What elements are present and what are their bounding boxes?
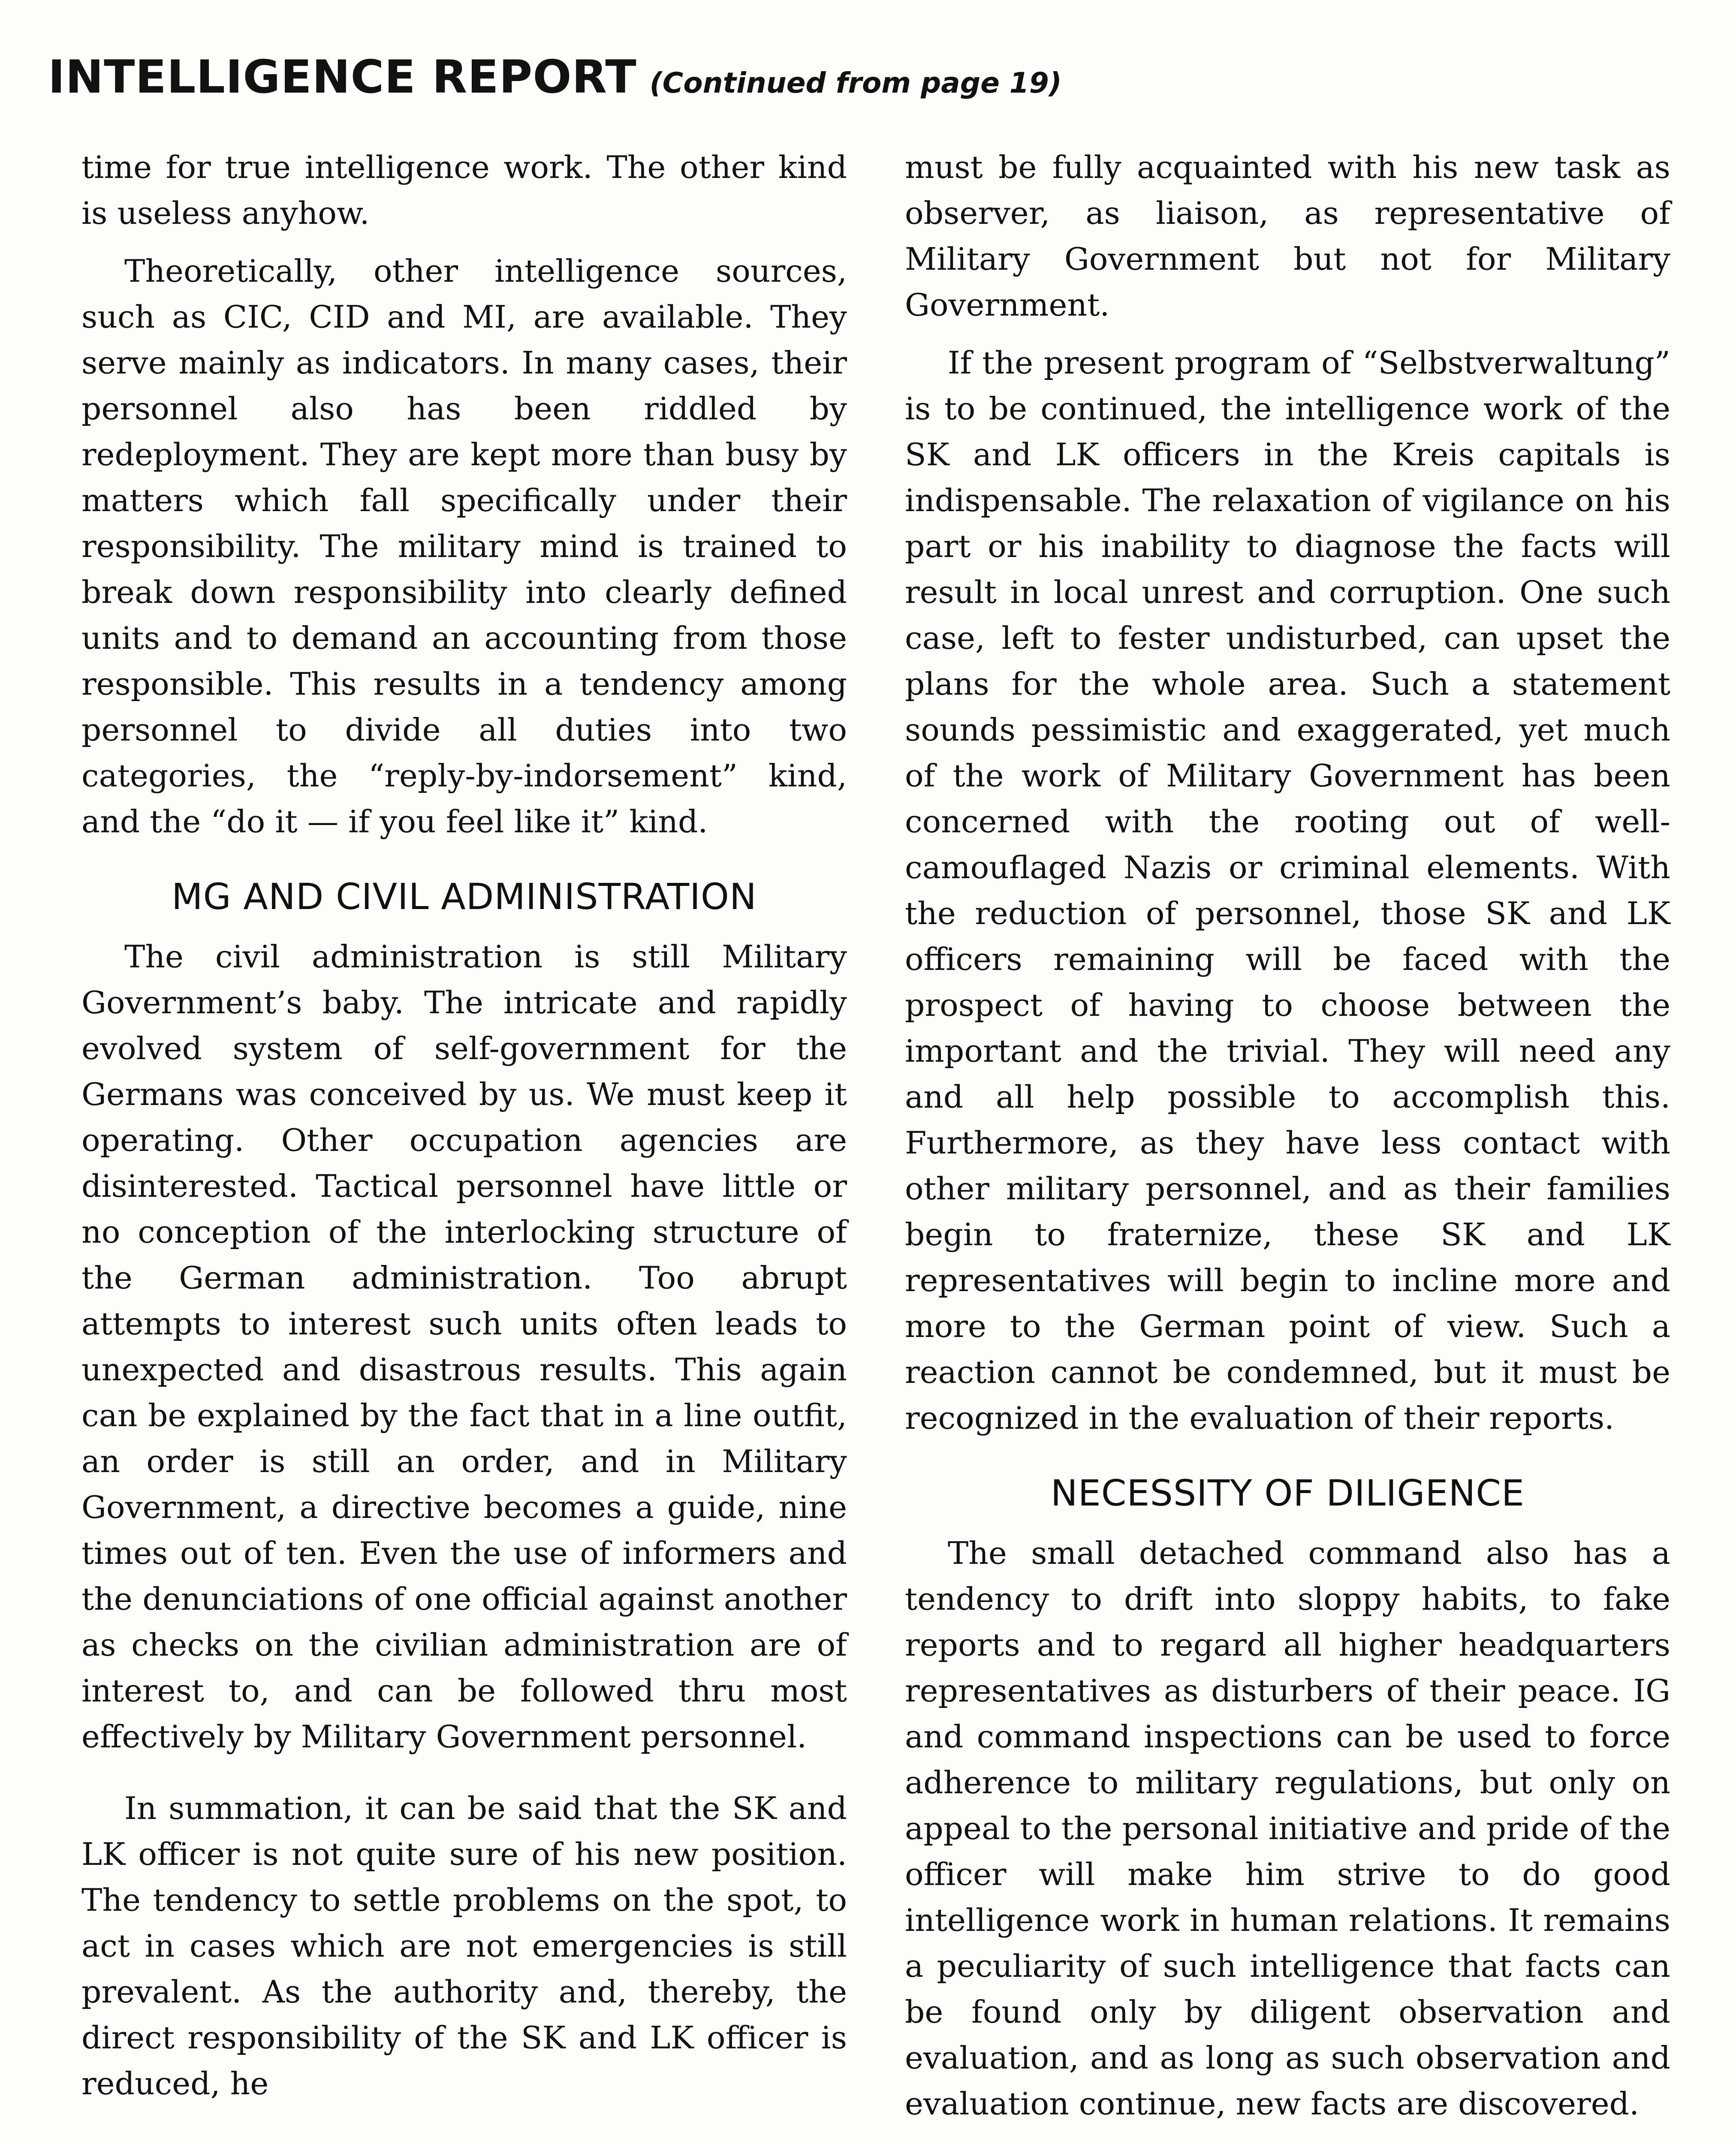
paragraph: Theoretically, other intelligence sources, such as CIC, CID and MI, are available. They serve mainly as indicators. In many cases, their personnel also has been riddled by redeployment. They are kept more than busy by matters which fall specifically under their responsibility. The military mind is trained to break down responsibility into clearly defined units and to demand an accounting from those responsible. This results in a tendency among personnel to divide all duties into two categories, the “reply-by-indorsement” kind, and the “do it — if you feel like it” kind.	[81, 253, 847, 840]
paragraph: time for true intelligence work. The other kind is useless anyhow.	[81, 150, 847, 232]
paragraph: If the present program of “Selbstverwaltung” is to be continued, the intelligence work of the SK and LK officers in the Kreis capitals is indispensable. The relaxation of vigilance on his part or his inability to diagnose the facts will result in local unrest and corruption. One such case, left to fester undisturbed, can upset the plans for the whole area. Such a statement sounds pessimistic and exaggerated, yet much of the work of Military Government has been concerned with the rooting out of well-camouflaged Nazis or criminal elements. With the reduction of personnel, those SK and LK officers remaining will be faced with the prospect of having to choose between the important and the trivial. They will need any and all help possible to accomplish this. Furthermore, as they have less contact with other military personnel, and as their families begin to fraternize, these SK and LK representatives will begin to incline more and more to the German point of view. Such a reaction cannot be condemned, but it must be recognized in the evaluation of their reports.	[905, 345, 1670, 1436]
right-column	[905, 145, 1670, 2127]
paragraph: must be fully acquainted with his new task as observer, as liaison, as representative of Military Government but not for Military Government.	[905, 150, 1670, 323]
continued-note: (Continued from page 19)	[649, 66, 1062, 99]
paragraph: The small detached command also has a tendency to drift into sloppy habits, to fake reports and to regard all higher headquarters representatives as disturbers of their peace. IG and command inspections can be used to force adherence to military regulations, but only on appeal to the personal initiative and pride of the officer will make him strive to do good intelligence work in human relations. It remains a peculiarity of such intelligence that facts can be found only by diligent observation and evaluation, and as long as such observation and evaluation continue, new facts are discovered.	[905, 1536, 1670, 2122]
running-header	[48, 51, 1678, 103]
left-column	[81, 145, 847, 2107]
paragraph: In summation, it can be said that the SK and LK officer is not quite sure of his new position. The tendency to settle problems on the spot, to act in cases which are not emergencies is still prevalent. As the authority and, thereby, the direct responsibility of the SK and LK officer is reduced, he	[81, 1791, 847, 2102]
paragraph: The civil administration is still Military Government’s baby. The intricate and rapidly evolved system of self-government for the Germans was conceived by us. We must keep it operating. Other occupation agencies are disinterested. Tactical personnel have little or no conception of the interlocking structure of the German administration. Too abrupt attempts to interest such units often leads to unexpected and disastrous results. This again can be explained by the fact that in a line outfit, an order is still an order, and in Military Government, a directive becomes a guide, nine times out of ten. Even the use of informers and the denunciations of one official against another as checks on the civilian administration are of interest to, and can be followed thru most effectively by Military Government personnel.	[81, 939, 847, 1755]
report-title: INTELLIGENCE REPORT	[48, 51, 637, 103]
section-heading: NECESSITY OF DILIGENCE	[1050, 1472, 1525, 1514]
section-heading: MG AND CIVIL ADMINISTRATION	[172, 876, 757, 918]
